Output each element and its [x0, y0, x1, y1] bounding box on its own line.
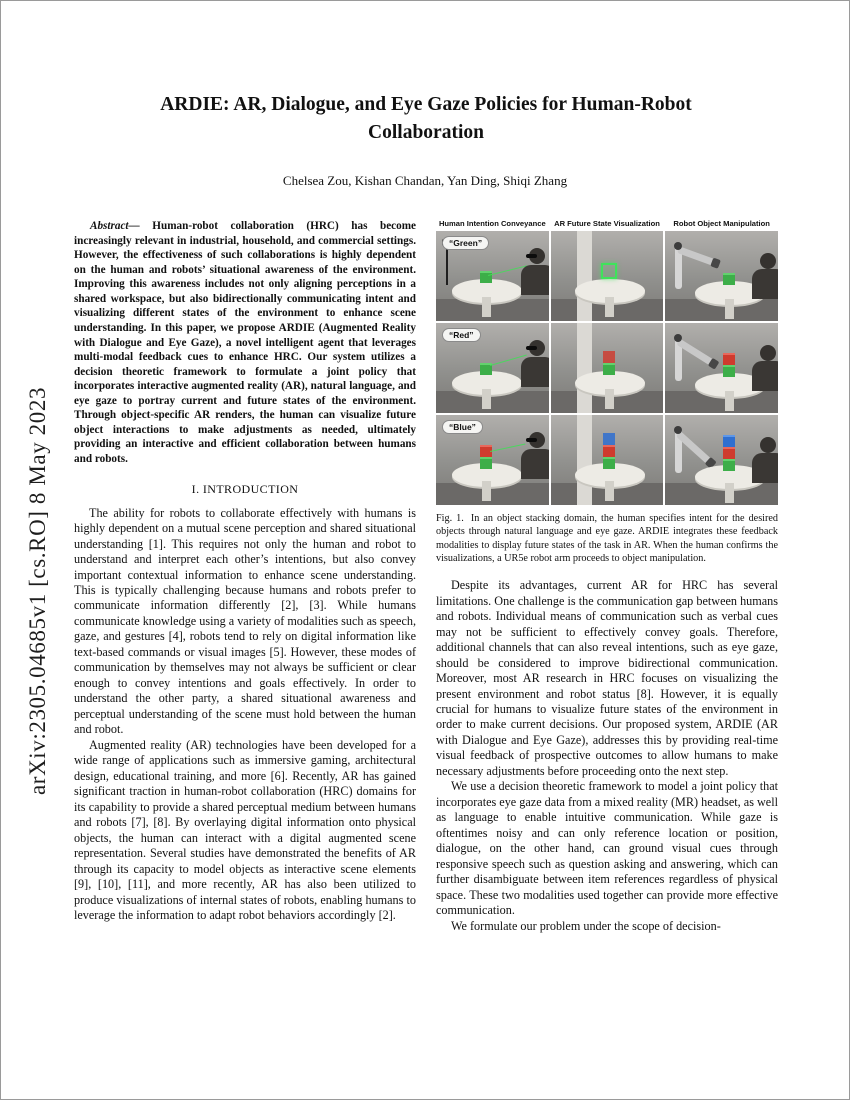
headset-visor-icon	[526, 254, 537, 258]
robot-arm	[676, 339, 714, 366]
ar-cube-blue	[603, 433, 615, 445]
body-paragraph-despite: Despite its advantages, current AR for HRC has several limitations. One challenge is the communication gap between humans and robots. Individual means of communication such as verbal cues may not be sufficient to effectively convey goals. Therefore, additional channels that can also reveal intentions, such as eye gaze, should be considered to improve bidirectional communication. Moreover, most AR research in HRC focuses on visualizing the present environment and robot status [8]. However, it is equally crucial for humans to visualize future states of the environment in order to make current decisions. Our proposed system, ARDIE (AR with Dialogue and Eye Gaze), addresses this by providing real-time visual feedback of prospective outcomes to allow humans to make necessary adjustments before proceeding onto the next step.	[436, 578, 778, 778]
person-silhouette	[752, 269, 778, 299]
headset-visor-icon	[526, 346, 537, 350]
robot-gripper	[708, 358, 720, 370]
table-leg	[605, 389, 614, 409]
arxiv-watermark: arXiv:2305.04685v1 [cs.RO] 8 May 2023	[25, 386, 50, 795]
person-silhouette	[752, 361, 778, 391]
photo-ar-row2	[551, 323, 664, 413]
cube-green	[603, 457, 615, 469]
figure-1	[436, 219, 778, 565]
figure-column-headers	[436, 219, 778, 228]
photo-intent-row3	[436, 415, 549, 505]
abstract-label: Abstract—	[90, 220, 140, 232]
cube-green	[723, 273, 735, 285]
speech-bubble-blue: “Blue”	[442, 420, 483, 434]
speech-bubble-green: “Green”	[442, 236, 489, 250]
photo-robot-row3	[665, 415, 778, 505]
table-leg	[725, 391, 734, 411]
authors: Chelsea Zou, Kishan Chandan, Yan Ding, Shiqi Zhang	[282, 173, 568, 188]
body-paragraph-formulate: We formulate our problem under the scope of decision-	[451, 918, 721, 933]
robot-arm	[677, 246, 715, 266]
cube-green	[480, 271, 492, 283]
person-silhouette	[521, 449, 549, 479]
pillar	[577, 231, 592, 321]
table-leg	[605, 481, 614, 501]
photo-intent-row1	[436, 231, 549, 321]
abstract	[74, 219, 416, 467]
cube-red	[723, 447, 735, 459]
cube-red	[723, 353, 735, 365]
paper-title: ARDIE: AR, Dialogue, and Eye Gaze Policies for Human-Robot Collaboration	[160, 94, 692, 144]
intro-paragraph-2: Augmented reality (AR) technologies have been developed for a wide range of applications such as immersive gaming, architectural design, educational training, and more [6]. Recently, AR has gained significant traction in human-robot collaboration (HRC) domains for its capability to provide a shared perceptual medium between humans and robots [7], [8]. By overlaying digital information onto physical objects, the human can interact with a digital augmented scene representation. Several studies have demonstrated the benefits of AR through its capacity to model objects as interactive scene elements [9], [10], [11], and more recently, AR has also been utilized to produce visualizations of internal states of robots, enabling humans to leverage the information to adapt robot behaviors accordingly [2].	[74, 737, 416, 923]
figure-caption-label: Fig. 1.	[436, 513, 464, 525]
right-column	[436, 219, 778, 934]
cube-blue	[723, 435, 735, 447]
pillar	[577, 323, 592, 413]
figure-header-ar: AR Future State Visualization	[554, 219, 660, 228]
headset-visor-icon	[526, 438, 537, 442]
table-leg	[725, 483, 734, 503]
person-silhouette	[521, 265, 549, 295]
person-silhouette	[521, 357, 549, 387]
cube-green	[480, 457, 492, 469]
table-leg	[605, 297, 614, 317]
table-leg	[482, 297, 491, 317]
ar-cube-green-wireframe	[601, 263, 617, 279]
robot-gripper	[711, 258, 722, 269]
section-heading-introduction: I. INTRODUCTION	[191, 481, 299, 496]
table-leg	[482, 389, 491, 409]
table-leg	[482, 481, 491, 501]
pillar	[577, 415, 592, 505]
gaze-ray	[490, 444, 525, 452]
person-head	[760, 253, 776, 269]
photo-robot-row2	[665, 323, 778, 413]
photo-robot-row1	[665, 231, 778, 321]
two-column-body	[74, 219, 778, 934]
intro-paragraph-1: The ability for robots to collaborate effectively with humans is highly dependent on a mutual scene perception and shared situational understanding [1]. This requires not only the human and robot to understand and interpret each other’s intentions, but also convey important contextual information to enhance scene understanding. This is typically challenging because humans and robots prefer to communicate information differently [2], [3]. While humans communicate knowledge using a variety of modalities such as speech, gaze, and gestures [4], robots tend to rely on digital information like text-based commands or visual images [5]. However, these modes of communication by themselves may not always be sufficient or clear enough to convey intentions and goals effectively. In order to understand the other party, a shared situational awareness and perceptual understanding of the scene must hold between the human and robot.	[74, 505, 416, 737]
figure-header-intent: Human Intention Conveyance	[438, 219, 546, 228]
speech-bubble-red: “Red”	[442, 328, 481, 342]
person-head	[760, 345, 776, 361]
figure-photo-grid	[436, 231, 778, 505]
left-column	[74, 219, 416, 934]
person-head	[760, 437, 776, 453]
person-silhouette	[752, 453, 778, 483]
photo-ar-row3	[551, 415, 664, 505]
figure-header-robot: Robot Object Manipulation	[673, 219, 770, 228]
photo-intent-row2	[436, 323, 549, 413]
ar-cube-red	[603, 351, 615, 363]
figure-caption	[436, 512, 778, 565]
table-leg	[725, 299, 734, 319]
photo-ar-row1	[551, 231, 664, 321]
tripod	[446, 245, 448, 285]
cube-green	[603, 363, 615, 375]
body-paragraph-decision-framework: We use a decision theoretic framework to model a joint policy that incorporates eye gaze data from a mixed reality (MR) headset, as well as language to enable intuitive communication. While gaze is oftentimes noisy and can only reference location or position, dialogue, on the other hand, can ground visual cues through responsive speech such as question asking and answering, which can further disambiguate between item references regardless of physical space. These two modalities used together can provide more effective communication.	[436, 779, 778, 918]
cube-red	[603, 445, 615, 457]
abstract-text: Human-robot collaboration (HRC) has become increasingly relevant in industrial, household, and commercial settings. However, the effectiveness of such collaborations is highly dependent on the human and robots’ situational awareness of the environment. Improving this awareness includes not only aligning perceptions in a shared workspace, but also bidirectionally communicating intent and visualizing different states of the environment to enhance scene understanding. In this paper, we propose ARDIE (Augmented Reality with Dialogue and Eye Gaze), a novel intelligent agent that leverages multi-modal feedback cues to enhance HRC. Our system utilizes a decision theoretic framework to formulate a joint policy that incorporates interactive augmented reality (AR), natural language, and eye gaze to portray current and future states of the environment. Through object-specific AR renders, the human can visualize future object interactions to make adjustments as needed, ultimately providing an interactive and efficient collaboration between humans and robots.	[74, 220, 417, 465]
cube-green	[723, 459, 735, 471]
cube-green	[723, 365, 735, 377]
figure-caption-text: In an object stacking domain, the human specifies intent for the desired objects through natural language and eye gaze. ARDIE integrates these feedback modalities to display future states of the task in AR. When the human confirms the visualizations, a UR5e robot arm proceeds to object manipulation.	[436, 513, 778, 564]
